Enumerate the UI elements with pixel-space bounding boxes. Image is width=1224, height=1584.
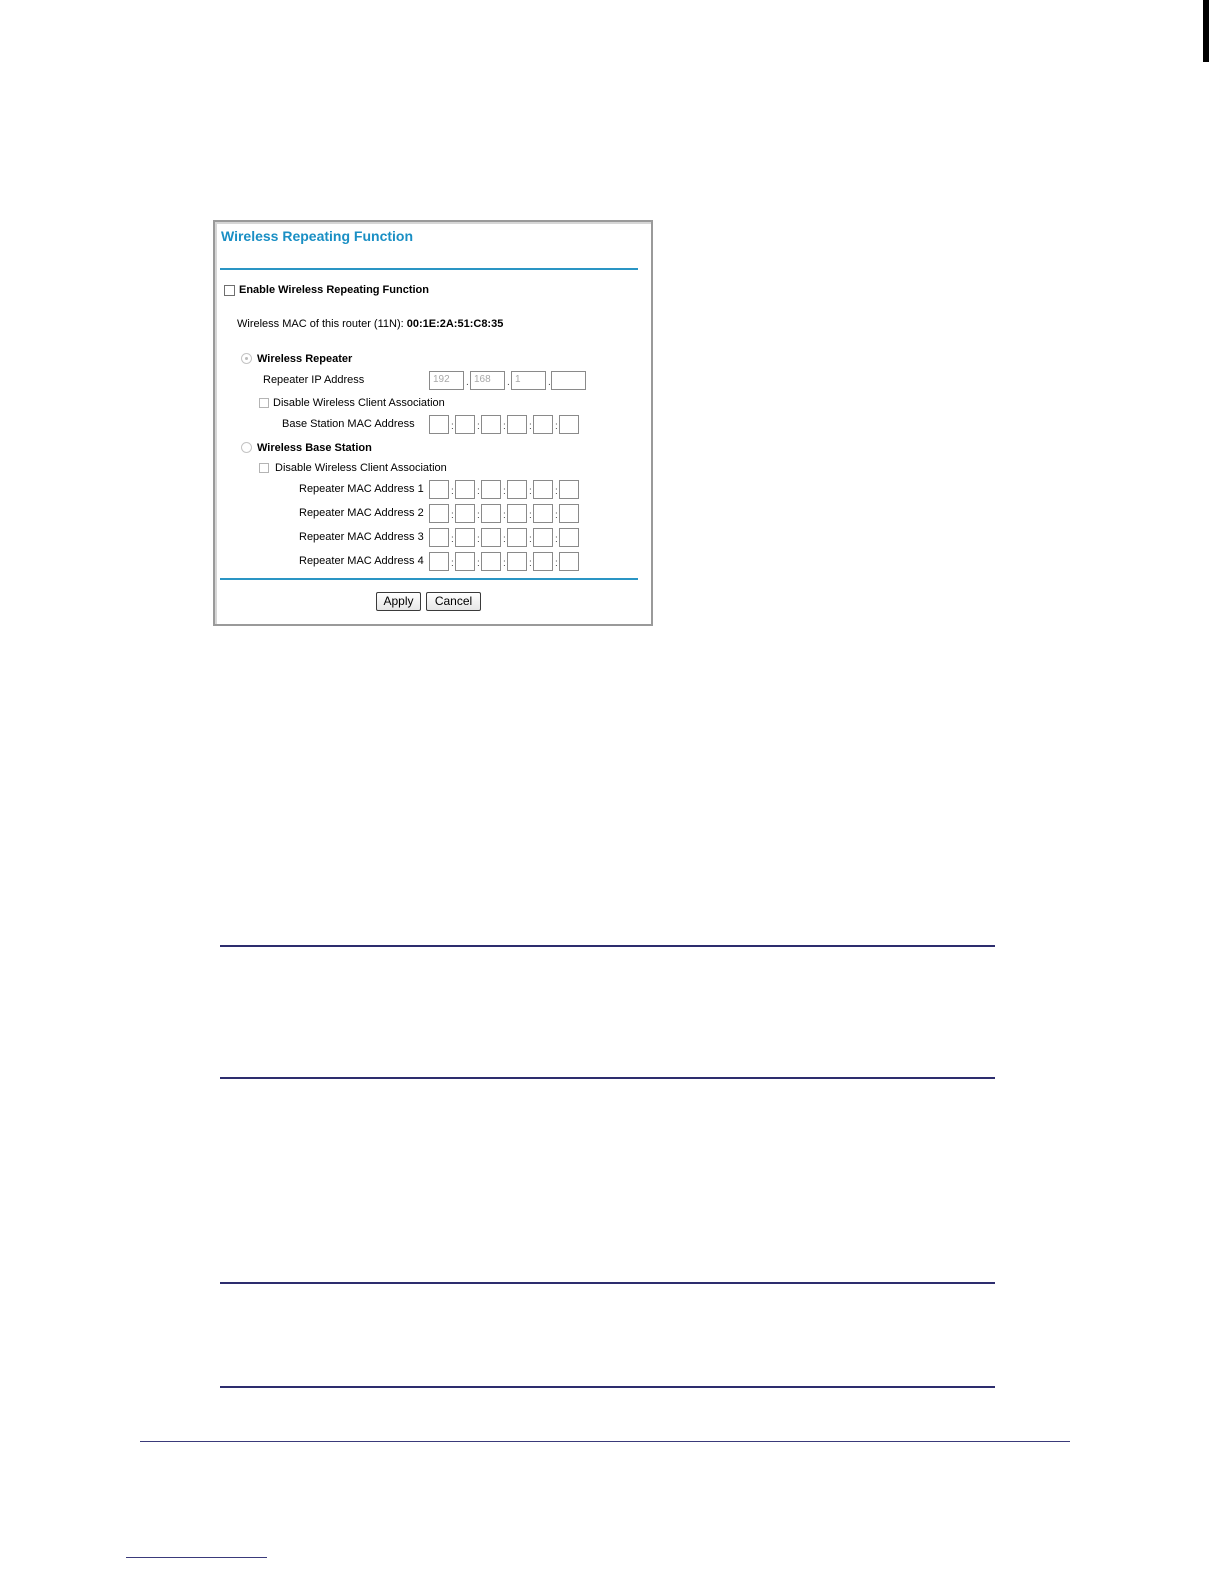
- mac-colon: :: [555, 558, 558, 569]
- repeater-mac-4-octet-4[interactable]: [507, 552, 527, 571]
- repeater-mac-1-octet-4[interactable]: [507, 480, 527, 499]
- mac-colon: :: [529, 421, 532, 432]
- repeater-mac-4-label: Repeater MAC Address 4: [299, 555, 424, 567]
- repeater-mac-3-octet-4[interactable]: [507, 528, 527, 547]
- footer-rule: [140, 1441, 1070, 1442]
- mac-label-text: Wireless MAC of this router (11N):: [237, 318, 404, 330]
- mac-colon: :: [477, 486, 480, 497]
- base-station-mac-label: Base Station MAC Address: [282, 418, 415, 430]
- repeater-mac-4-octet-1[interactable]: [429, 552, 449, 571]
- enable-repeating-checkbox[interactable]: [224, 285, 235, 296]
- wireless-repeater-label: Wireless Repeater: [257, 353, 353, 365]
- mac-value: 00:1E:2A:51:C8:35: [406, 318, 504, 330]
- panel-title: Wireless Repeating Function: [221, 228, 414, 244]
- footer-link-underline: [126, 1557, 267, 1558]
- mac-colon: :: [503, 534, 506, 545]
- top-divider: [220, 268, 638, 270]
- ip-dot: .: [507, 377, 510, 388]
- repeater-mac-3-octet-1[interactable]: [429, 528, 449, 547]
- repeater-ip-octet-4[interactable]: [551, 371, 586, 390]
- wireless-base-station-radio[interactable]: [241, 442, 252, 453]
- base-station-mac-octet-6[interactable]: [559, 415, 579, 434]
- repeater-mac-1-label: Repeater MAC Address 1: [299, 483, 424, 495]
- repeater-mac-1-octet-5[interactable]: [533, 480, 553, 499]
- cancel-button[interactable]: Cancel: [426, 592, 481, 611]
- base-station-mac-octet-5[interactable]: [533, 415, 553, 434]
- mac-colon: :: [529, 486, 532, 497]
- repeater-ip-octet-1[interactable]: 192: [429, 371, 464, 390]
- mac-colon: :: [477, 534, 480, 545]
- base-station-disable-association-checkbox[interactable]: [259, 463, 269, 473]
- base-station-mac-octet-4[interactable]: [507, 415, 527, 434]
- mac-colon: :: [503, 421, 506, 432]
- ip-dot: .: [466, 377, 469, 388]
- mac-colon: :: [529, 534, 532, 545]
- mac-colon: :: [555, 421, 558, 432]
- enable-repeating-label: Enable Wireless Repeating Function: [239, 284, 429, 296]
- repeater-mac-2-octet-1[interactable]: [429, 504, 449, 523]
- repeater-ip-label: Repeater IP Address: [263, 374, 365, 386]
- repeater-mac-4-octet-2[interactable]: [455, 552, 475, 571]
- mac-colon: :: [477, 421, 480, 432]
- section-rule: [220, 1282, 995, 1284]
- wireless-repeater-radio[interactable]: [241, 353, 252, 364]
- mac-colon: :: [451, 510, 454, 521]
- mac-colon: :: [503, 558, 506, 569]
- mac-label: [237, 318, 503, 330]
- mac-colon: :: [555, 534, 558, 545]
- repeater-mac-3-octet-2[interactable]: [455, 528, 475, 547]
- repeater-mac-1-octet-3[interactable]: [481, 480, 501, 499]
- repeater-mac-2-octet-6[interactable]: [559, 504, 579, 523]
- section-rule: [220, 945, 995, 947]
- repeater-mac-3-octet-5[interactable]: [533, 528, 553, 547]
- repeater-mac-1-octet-2[interactable]: [455, 480, 475, 499]
- mac-colon: :: [503, 510, 506, 521]
- base-station-mac-octet-1[interactable]: [429, 415, 449, 434]
- repeater-mac-2-octet-4[interactable]: [507, 504, 527, 523]
- repeater-mac-4-octet-5[interactable]: [533, 552, 553, 571]
- base-station-disable-association-label: Disable Wireless Client Association: [275, 462, 447, 474]
- mac-colon: :: [503, 486, 506, 497]
- page-edge-marker: [1203, 0, 1209, 62]
- repeater-mac-2-octet-2[interactable]: [455, 504, 475, 523]
- repeater-mac-2-octet-5[interactable]: [533, 504, 553, 523]
- repeater-mac-3-label: Repeater MAC Address 3: [299, 531, 424, 543]
- mac-colon: :: [529, 558, 532, 569]
- mac-colon: :: [477, 510, 480, 521]
- repeater-mac-4-octet-3[interactable]: [481, 552, 501, 571]
- mac-colon: :: [529, 510, 532, 521]
- repeater-mac-2-label: Repeater MAC Address 2: [299, 507, 424, 519]
- bottom-divider: [220, 578, 638, 580]
- base-station-mac-octet-2[interactable]: [455, 415, 475, 434]
- mac-colon: :: [555, 510, 558, 521]
- repeater-mac-3-octet-3[interactable]: [481, 528, 501, 547]
- mac-colon: :: [451, 534, 454, 545]
- repeater-mac-2-octet-3[interactable]: [481, 504, 501, 523]
- mac-colon: :: [451, 486, 454, 497]
- repeater-disable-association-checkbox[interactable]: [259, 398, 269, 408]
- mac-colon: :: [555, 486, 558, 497]
- wireless-repeating-panel: [213, 220, 653, 626]
- mac-colon: :: [451, 558, 454, 569]
- mac-colon: :: [451, 421, 454, 432]
- repeater-mac-1-octet-1[interactable]: [429, 480, 449, 499]
- repeater-mac-4-octet-6[interactable]: [559, 552, 579, 571]
- base-station-mac-octet-3[interactable]: [481, 415, 501, 434]
- apply-button[interactable]: Apply: [376, 592, 421, 611]
- section-rule: [220, 1386, 995, 1388]
- repeater-ip-octet-2[interactable]: 168: [470, 371, 505, 390]
- ip-dot: .: [548, 377, 551, 388]
- wireless-base-station-label: Wireless Base Station: [257, 442, 372, 454]
- repeater-mac-1-octet-6[interactable]: [559, 480, 579, 499]
- mac-colon: :: [477, 558, 480, 569]
- repeater-disable-association-label: Disable Wireless Client Association: [273, 397, 445, 409]
- repeater-ip-octet-3[interactable]: 1: [511, 371, 546, 390]
- section-rule: [220, 1077, 995, 1079]
- repeater-mac-3-octet-6[interactable]: [559, 528, 579, 547]
